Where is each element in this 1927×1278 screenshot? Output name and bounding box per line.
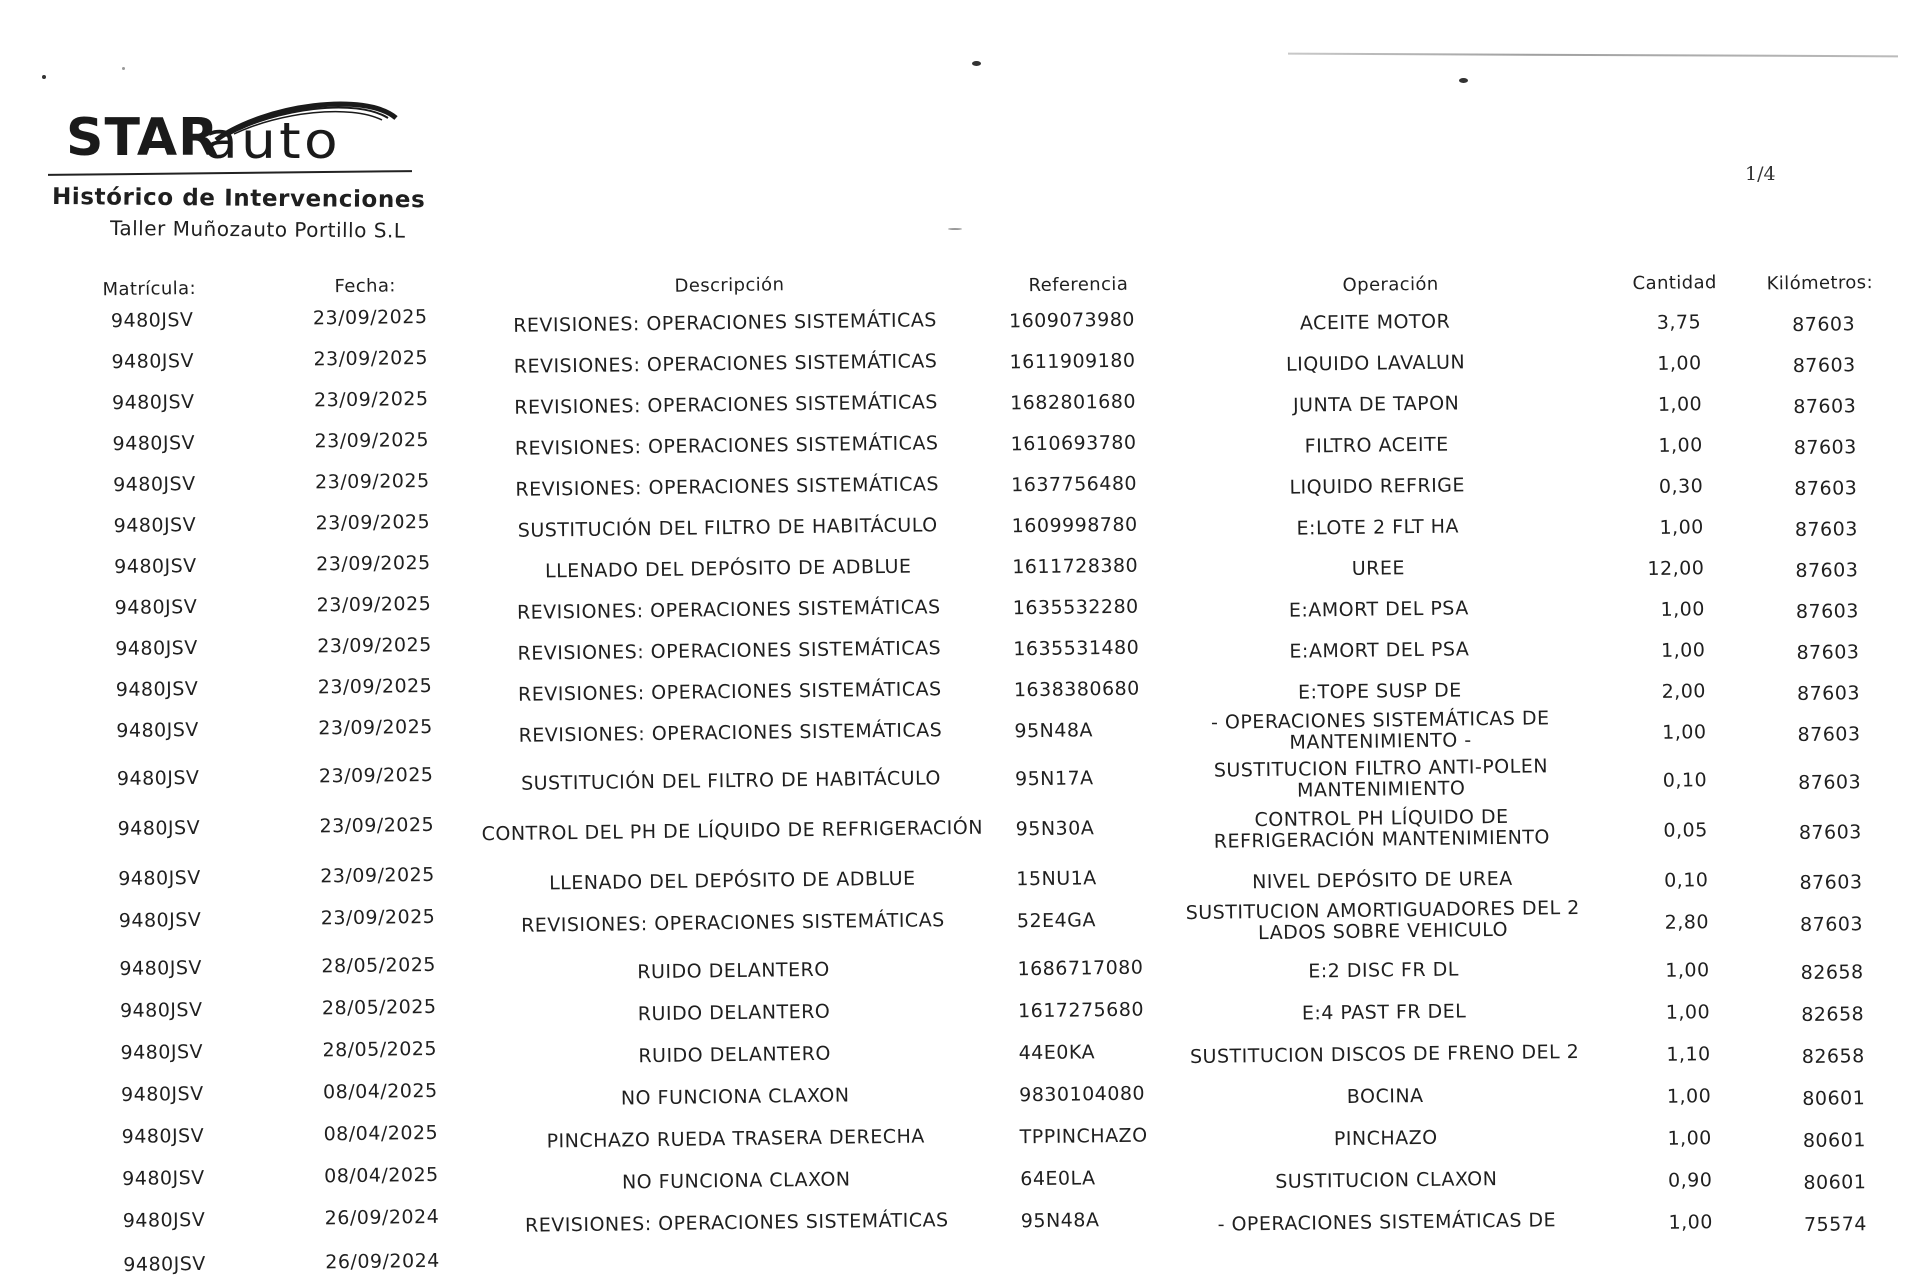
column-header-reference: Referencia — [1028, 273, 1129, 297]
table-cell-operation: ACEITE MOTOR — [1299, 310, 1451, 335]
table-cell-date: 08/04/2025 — [322, 1079, 438, 1104]
table-cell-quantity: 1,00 — [1667, 1127, 1712, 1150]
table-cell-date: 23/09/2025 — [315, 510, 431, 535]
table-cell-quantity: 1,10 — [1666, 1043, 1711, 1066]
table-cell-reference: 1682801680 — [1009, 390, 1137, 415]
table-cell-plate: 9480JSV — [112, 472, 196, 497]
page-number: 1/4 — [1745, 163, 1776, 185]
column-header-description: Descripción — [674, 274, 785, 297]
table-cell-plate: 9480JSV — [114, 554, 197, 579]
table-cell-description: CONTROL DEL PH DE LÍQUIDO DE REFRIGERACIÓN — [481, 816, 984, 846]
table-cell-reference: 95N17A — [1014, 767, 1094, 791]
table-cell-operation: SUSTITUCION FILTRO ANTI-POLEN MANTENIMIENTO — [1213, 755, 1549, 802]
table-cell-plate: 9480JSV — [119, 998, 203, 1023]
table-cell-operation: NIVEL DEPÓSITO DE UREA — [1251, 867, 1513, 894]
table-cell-km: 87603 — [1799, 913, 1864, 937]
table-cell-quantity — [1623, 1256, 1713, 1257]
table-cell-operation: SUSTITUCION AMORTIGUADORES DEL 2 LADOS SOBRE VEHICULO — [1185, 896, 1580, 945]
table-cell-operation: E:2 DISC FR DL — [1308, 958, 1459, 983]
table-cell-reference: 1611728380 — [1012, 554, 1139, 579]
table-cell-km: 82658 — [1801, 1003, 1865, 1027]
table-cell-quantity: 1,00 — [1665, 959, 1710, 982]
table-cell-reference: 95N30A — [1015, 817, 1095, 841]
table-cell-date: 23/09/2025 — [314, 469, 430, 494]
table-cell-description: REVISIONES: OPERACIONES SISTEMÁTICAS — [518, 719, 943, 747]
table-cell-plate: 9480JSV — [121, 1124, 205, 1149]
table-cell-quantity: 1,00 — [1665, 1001, 1711, 1024]
table-cell-km: 87603 — [1797, 723, 1861, 747]
table-cell-reference — [1021, 1253, 1161, 1255]
table-cell-quantity: 0,90 — [1667, 1169, 1713, 1192]
table-cell-quantity: 1,00 — [1668, 1211, 1714, 1234]
table-cell-plate: 9480JSV — [111, 349, 195, 374]
column-header-operation: Operación — [1342, 273, 1439, 296]
table-cell-plate: 9480JSV — [120, 1082, 204, 1107]
table-cell-operation: LIQUIDO REFRIGE — [1289, 474, 1466, 499]
column-header-date: Fecha: — [334, 275, 396, 298]
table-cell-km: 87603 — [1793, 395, 1857, 419]
table-cell-plate: 9480JSV — [119, 956, 203, 981]
table-cell-date: 23/09/2025 — [317, 674, 433, 699]
table-cell-km — [1767, 1258, 1867, 1259]
table-cell-quantity: 0,10 — [1662, 769, 1708, 792]
table-cell-plate: 9480JSV — [118, 866, 201, 891]
table-cell-reference: 95N48A — [1014, 719, 1094, 743]
table-cell-operation: FILTRO ACEITE — [1304, 433, 1449, 458]
table-cell-date: 08/04/2025 — [323, 1121, 439, 1146]
table-cell-quantity: 0,10 — [1663, 869, 1709, 892]
table-cell-plate: 9480JSV — [116, 718, 199, 743]
table-cell-description: REVISIONES: OPERACIONES SISTEMÁTICAS — [514, 391, 939, 419]
table-cell-date: 23/09/2025 — [316, 592, 432, 617]
table-cell-description: NO FUNCIONA CLAXON — [620, 1084, 850, 1110]
table-cell-description: REVISIONES: OPERACIONES SISTEMÁTICAS — [513, 350, 938, 378]
table-cell-quantity: 12,00 — [1647, 557, 1705, 580]
column-header-km: Kilómetros: — [1766, 272, 1874, 295]
table-cell-reference: 15NU1A — [1016, 867, 1097, 891]
table-cell-date: 23/09/2025 — [317, 633, 432, 658]
table-cell-description: RUIDO DELANTERO — [637, 1000, 831, 1026]
table-cell-quantity: 2,00 — [1661, 680, 1707, 703]
table-cell-operation: E:AMORT DEL PSA — [1289, 638, 1470, 663]
table-cell-operation: SUSTITUCION CLAXON — [1275, 1168, 1498, 1193]
workshop-name: Taller Muñozauto Portillo S.L — [109, 216, 406, 243]
table-cell-date: 23/09/2025 — [318, 715, 433, 740]
table-cell-km: 87603 — [1793, 436, 1857, 460]
table-cell-operation: E:4 PAST FR DEL — [1301, 1000, 1467, 1025]
table-cell-km: 87603 — [1792, 313, 1856, 337]
table-cell-reference: TPPINCHAZO — [1019, 1124, 1148, 1149]
table-cell-km: 87603 — [1798, 821, 1862, 845]
table-cell-km: 87603 — [1795, 600, 1860, 624]
table-cell-plate: 9480JSV — [110, 309, 194, 333]
table-cell-description: LLENADO DEL DEPÓSITO DE ADBLUE — [544, 555, 912, 583]
table-cell-plate: 9480JSV — [118, 908, 202, 933]
table-cell-description: REVISIONES: OPERACIONES SISTEMÁTICAS — [513, 309, 937, 337]
table-cell-reference: 9830104080 — [1019, 1082, 1146, 1107]
table-cell-operation: E:TOPE SUSP DE — [1297, 679, 1462, 704]
table-cell-plate: 9480JSV — [120, 1040, 204, 1065]
table-cell-plate: 9480JSV — [122, 1208, 206, 1233]
table-cell-quantity: 0,05 — [1663, 819, 1708, 842]
table-cell-reference: 1617275680 — [1017, 998, 1145, 1023]
table-cell-date: 28/05/2025 — [321, 953, 437, 978]
column-header-quantity: Cantidad — [1632, 272, 1717, 295]
table-cell-plate: 9480JSV — [112, 431, 196, 456]
table-cell-date: 23/09/2025 — [314, 428, 430, 453]
table-cell-reference: 1635531480 — [1013, 636, 1140, 661]
table-cell-km: 87603 — [1792, 354, 1856, 378]
table-cell-date: 23/09/2025 — [313, 346, 429, 371]
table-cell-km: 87603 — [1794, 477, 1858, 501]
table-cell-km: 75574 — [1803, 1213, 1868, 1236]
table-cell-reference: 1686717080 — [1017, 956, 1144, 981]
table-cell-operation: E:LOTE 2 FLT HA — [1296, 515, 1460, 540]
table-cell-date: 23/09/2025 — [318, 763, 434, 788]
table-cell-operation: SUSTITUCION DISCOS DE FRENO DEL 2 — [1189, 1040, 1580, 1069]
table-cell-description: SUSTITUCIÓN DEL FILTRO DE HABITÁCULO — [517, 514, 938, 542]
column-header-plate: Matrícula: — [102, 277, 197, 301]
table-cell-reference: 52E4GA — [1016, 909, 1097, 933]
table-cell-date: 23/09/2025 — [316, 551, 431, 576]
table-cell-reference: 1611909180 — [1009, 349, 1136, 374]
table-cell-date: 26/09/2024 — [325, 1249, 440, 1274]
table-cell-description — [487, 1254, 987, 1261]
table-cell-operation — [1177, 1254, 1597, 1259]
table-cell-reference: 95N48A — [1020, 1209, 1100, 1233]
table-cell-date: 28/05/2025 — [321, 995, 437, 1020]
table-cell-km: 82658 — [1801, 1045, 1865, 1069]
table-cell-plate: 9480JSV — [113, 513, 197, 538]
table-cell-km: 87603 — [1796, 682, 1861, 706]
table-cell-plate: 9480JSV — [115, 636, 198, 661]
table-cell-operation: BOCINA — [1346, 1084, 1424, 1108]
table-cell-km: 87603 — [1796, 641, 1860, 665]
table-cell-reference: 1635532280 — [1012, 595, 1139, 620]
table-cell-km: 87603 — [1799, 871, 1863, 895]
logo-wordmark-script: auto — [204, 112, 341, 170]
table-cell-reference: 1638380680 — [1013, 677, 1140, 702]
table-cell-quantity: 1,00 — [1659, 516, 1704, 539]
table-cell-plate: 9480JSV — [111, 390, 195, 415]
table-cell-date: 26/09/2024 — [324, 1205, 440, 1230]
table-cell-operation: E:AMORT DEL PSA — [1288, 597, 1469, 622]
table-cell-date: 23/09/2025 — [313, 387, 429, 412]
table-cell-description: LLENADO DEL DEPÓSITO DE ADBLUE — [548, 867, 916, 895]
table-cell-date: 23/09/2025 — [312, 305, 428, 330]
table-cell-operation: PINCHAZO — [1333, 1126, 1438, 1151]
table-cell-km: 87603 — [1798, 771, 1862, 795]
table-cell-description: PINCHAZO RUEDA TRASERA DERECHA — [546, 1125, 925, 1153]
table-cell-description: REVISIONES: OPERACIONES SISTEMÁTICAS — [520, 909, 945, 937]
table-cell-quantity: 1,00 — [1658, 434, 1703, 457]
table-cell-date: 23/09/2025 — [320, 863, 435, 888]
table-cell-plate: 9480JSV — [123, 1252, 206, 1276]
table-cell-operation: - OPERACIONES SISTEMÁTICAS DE — [1217, 1209, 1557, 1236]
table-cell-date: 08/04/2025 — [324, 1163, 439, 1188]
table-cell-quantity: 1,00 — [1660, 639, 1706, 662]
table-cell-reference: 44E0KA — [1018, 1041, 1096, 1065]
document-title: Histórico de Intervenciones — [51, 184, 426, 214]
table-cell-quantity: 2,80 — [1664, 911, 1710, 934]
table-cell-quantity: 3,75 — [1656, 311, 1702, 334]
table-cell-reference: 1609998780 — [1011, 513, 1138, 538]
table-cell-date: 23/09/2025 — [320, 905, 436, 930]
table-cell-reference: 64E0LA — [1020, 1167, 1096, 1191]
table-cell-quantity: 0,30 — [1658, 475, 1704, 498]
table-cell-description: REVISIONES: OPERACIONES SISTEMÁTICAS — [517, 637, 942, 665]
table-cell-description: RUIDO DELANTERO — [638, 1042, 831, 1068]
table-cell-operation: - OPERACIONES SISTEMÁTICAS DE MANTENIMIENTO - — [1210, 707, 1550, 754]
table-cell-plate: 9480JSV — [116, 766, 200, 791]
table-cell-description: NO FUNCIONA CLAXON — [621, 1168, 851, 1194]
table-cell-description: SUSTITUCIÓN DEL FILTRO DE HABITÁCULO — [520, 767, 942, 795]
table-cell-operation: CONTROL PH LÍQUIDO DE REFRIGERACIÓN MANTENIMIENTO — [1213, 805, 1551, 853]
table-cell-quantity: 1,00 — [1666, 1085, 1712, 1108]
table-cell-km: 82658 — [1800, 961, 1864, 985]
table-cell-description: REVISIONES: OPERACIONES SISTEMÁTICAS — [524, 1209, 949, 1237]
table-cell-quantity: 1,00 — [1657, 393, 1703, 416]
table-cell-km: 87603 — [1795, 559, 1859, 583]
table-cell-description: REVISIONES: OPERACIONES SISTEMÁTICAS — [517, 678, 942, 706]
table-cell-operation: JUNTA DE TAPON — [1292, 392, 1460, 417]
table-cell-date: 28/05/2025 — [322, 1037, 438, 1062]
table-cell-operation: LIQUIDO LAVALUN — [1285, 351, 1466, 376]
table-cell-plate: 9480JSV — [122, 1166, 205, 1191]
table-cell-plate: 9480JSV — [117, 816, 201, 841]
table-cell-description: REVISIONES: OPERACIONES SISTEMÁTICAS — [516, 596, 941, 624]
table-cell-description: REVISIONES: OPERACIONES SISTEMÁTICAS — [515, 473, 940, 501]
table-cell-quantity: 1,00 — [1660, 598, 1706, 621]
table-cell-km: 80601 — [1802, 1087, 1866, 1111]
table-cell-description: REVISIONES: OPERACIONES SISTEMÁTICAS — [514, 432, 939, 460]
table-cell-reference: 1637756480 — [1011, 472, 1138, 497]
table-cell-plate: 9480JSV — [114, 595, 198, 620]
logo-wordmark: STAR — [66, 108, 220, 168]
table-cell-quantity: 1,00 — [1657, 352, 1702, 375]
table-cell-km: 87603 — [1794, 518, 1858, 542]
table-cell-reference: 1609073980 — [1008, 308, 1136, 333]
table-cell-operation: UREE — [1351, 557, 1406, 580]
table-cell-km: 80601 — [1802, 1129, 1866, 1153]
table-cell-description: RUIDO DELANTERO — [637, 958, 830, 984]
table-cell-quantity: 1,00 — [1662, 721, 1707, 744]
table-cell-date: 23/09/2025 — [319, 813, 435, 838]
table-cell-plate: 9480JSV — [115, 677, 199, 702]
table-cell-km: 80601 — [1803, 1171, 1867, 1195]
table-cell-reference: 1610693780 — [1010, 431, 1137, 456]
